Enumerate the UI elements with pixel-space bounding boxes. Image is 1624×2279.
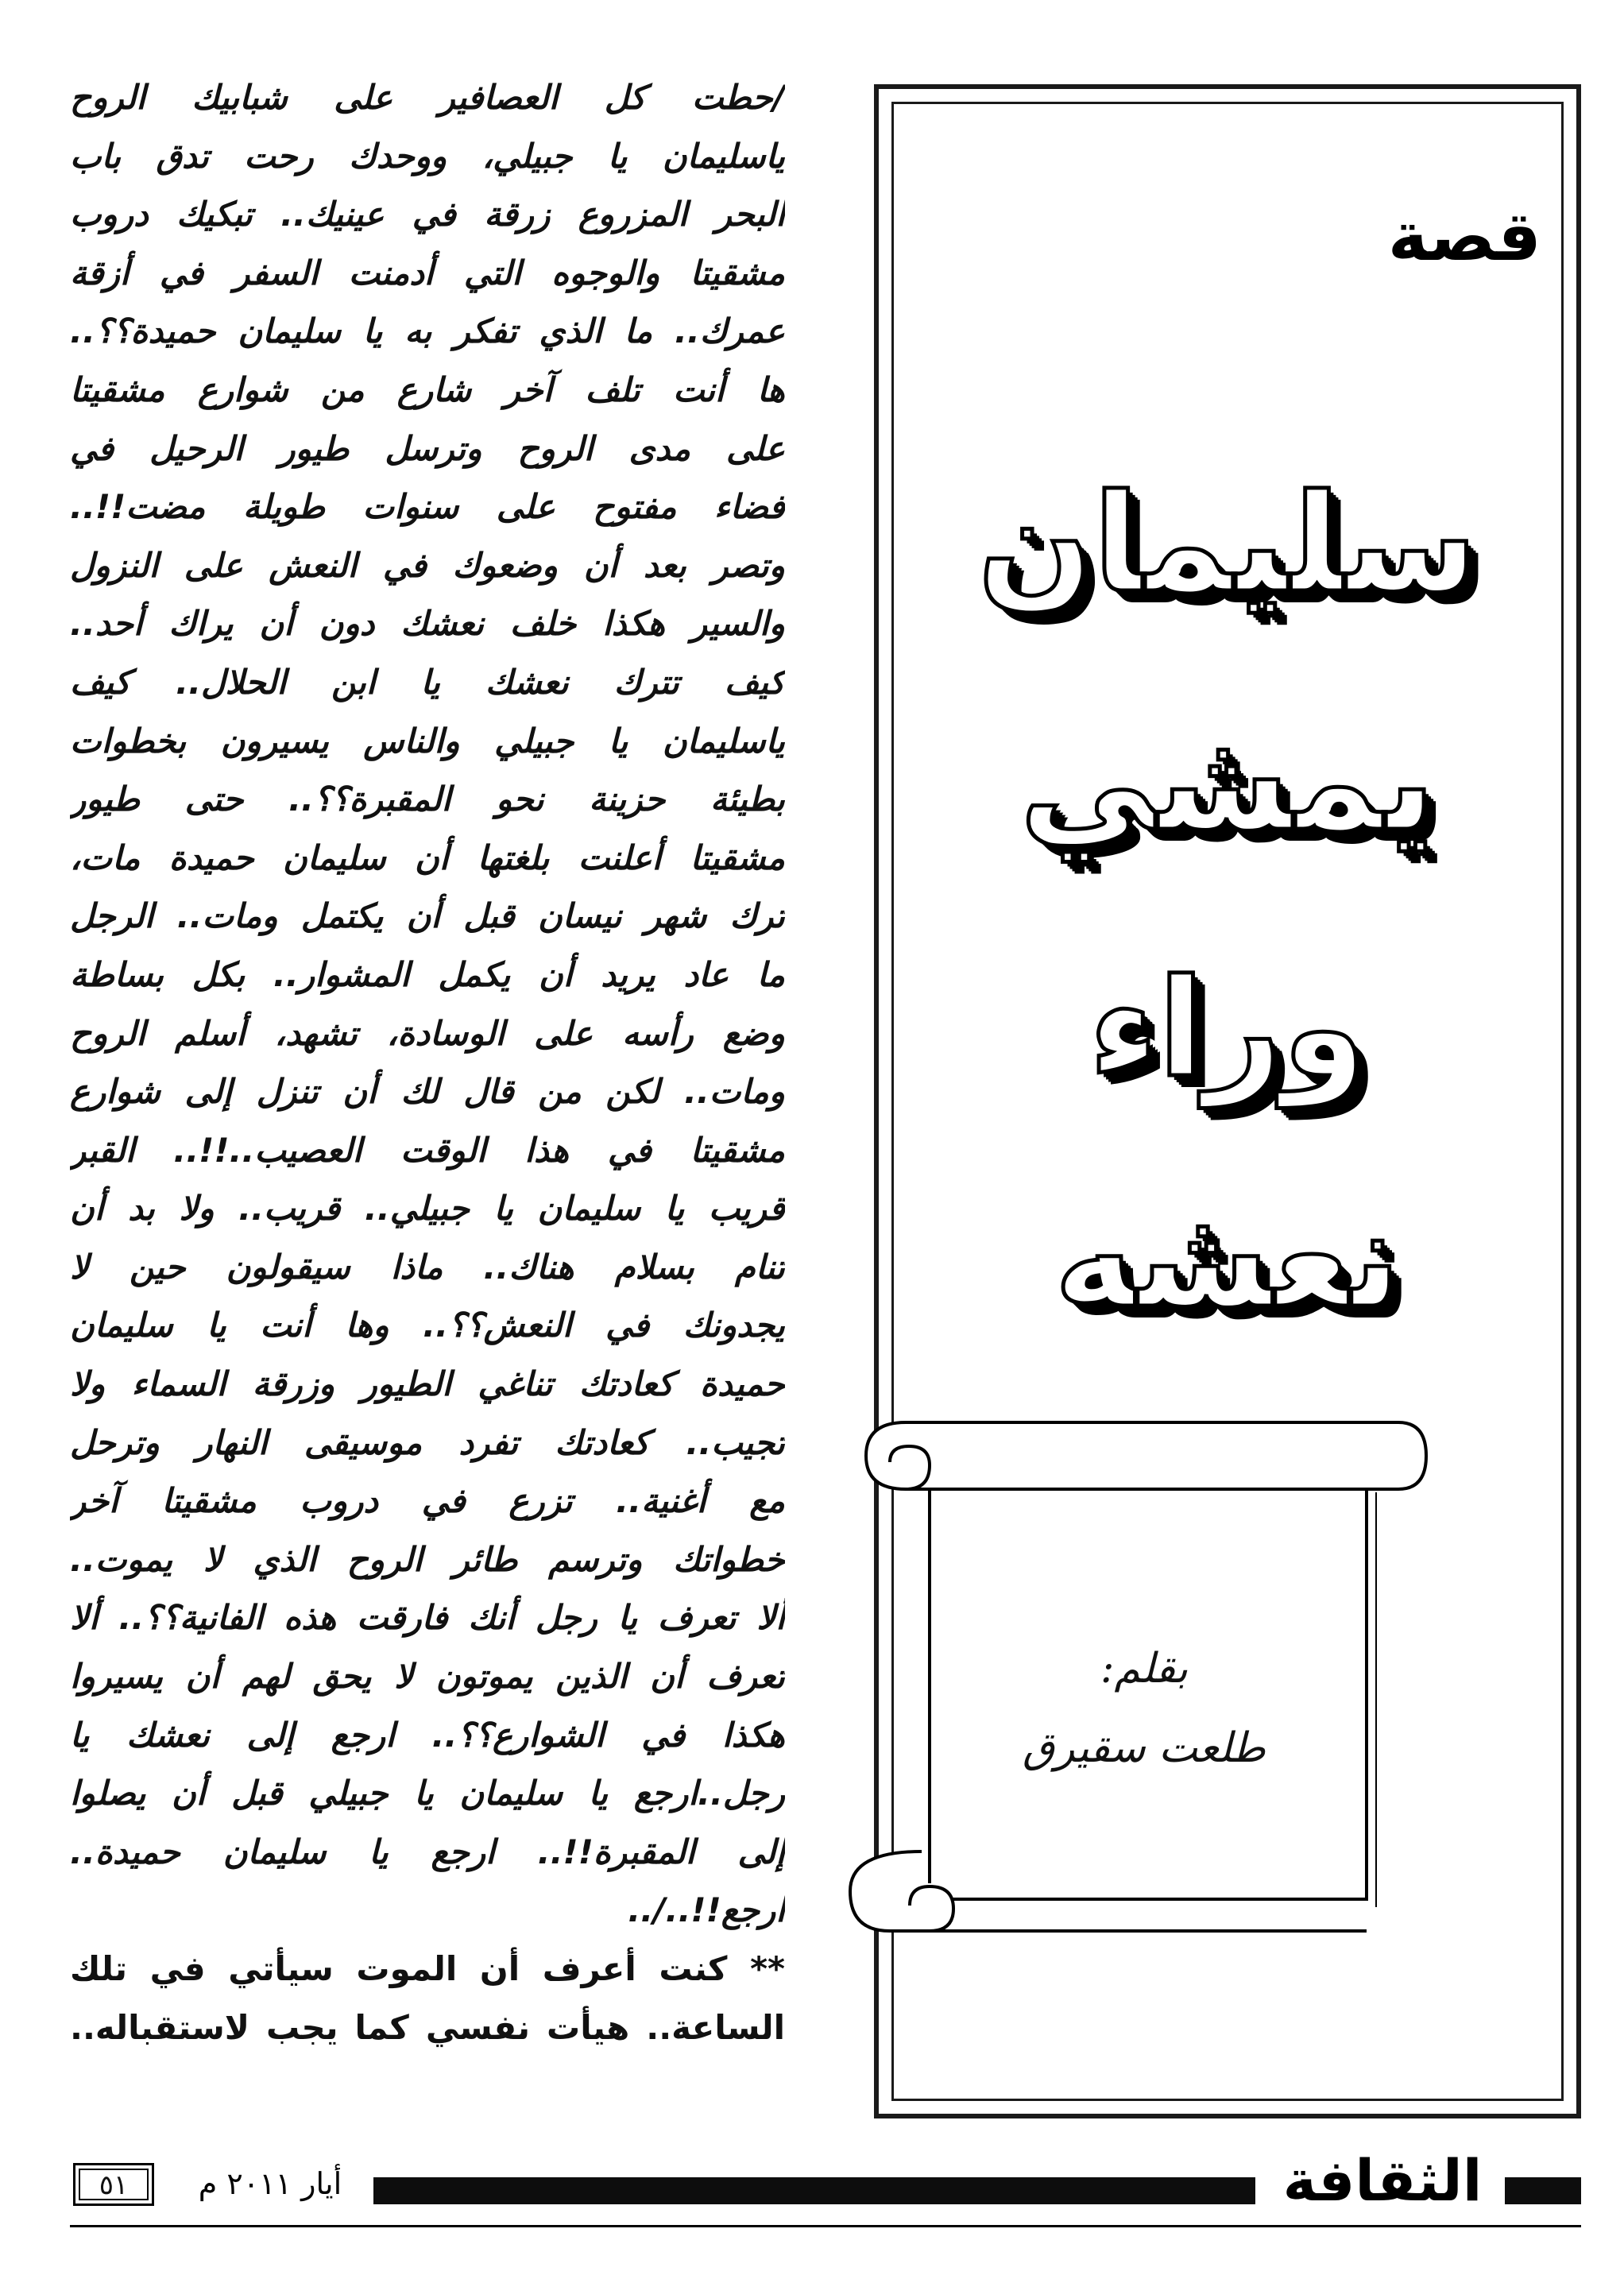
- text-line: تعرف أن الذين يموتون لا يحق لهم أن يسيروا: [70, 1657, 785, 1697]
- text-line: وضع رأسه على الوسادة، تشهد، أسلم الروح: [70, 1013, 785, 1053]
- closing-line: ** كنت أعرف أن الموت سيأتي في تلك: [70, 1949, 785, 1988]
- text-line: مشقيتا والوجوه التي أدمنت السفر في أزقة: [70, 253, 785, 292]
- text-line: ياسليمان يا جبيلي، ووحدك رحت تدق باب: [70, 136, 785, 176]
- text-line: فضاء مفتوح على سنوات طويلة مضت!!..: [70, 487, 785, 527]
- title-word-2: يمشي: [1019, 704, 1436, 861]
- text-line: تجيب.. كعادتك تفرد موسيقى النهار وترحل: [70, 1422, 785, 1462]
- text-line: مشقيتا في هذا الوقت العصيب..!!.. القبر: [70, 1130, 785, 1170]
- text-line: عمرك.. ما الذي تفكر به يا سليمان حميدة؟؟..: [70, 311, 785, 351]
- text-line: قريب يا سليمان يا جبيلي.. قريب.. ولا بد أن: [70, 1189, 785, 1228]
- text-line: إلى المقبرة!!.. ارجع يا سليمان حميدة..: [70, 1832, 785, 1871]
- closing-line: الساعة.. هيأت نفسي كما يجب لاستقباله..: [70, 2007, 785, 2047]
- text-line: حميدة كعادتك تناغي الطيور وزرقة السماء ولا: [70, 1364, 785, 1404]
- text-line: /حطت كل العصافير على شبابيك الروح: [70, 78, 785, 117]
- text-line: وتصر بعد أن وضعوك في النعش على النزول: [70, 545, 785, 585]
- issue-date: أيار ٢٠١١ م: [198, 2166, 342, 2201]
- footer-bar-right: [1505, 2177, 1581, 2204]
- text-line: تنام بسلام هناك.. ماذا سيقولون حين لا: [70, 1247, 785, 1287]
- text-line: ألا تعرف يا رجل أنك فارقت هذه الفانية؟؟.. ألا: [70, 1598, 785, 1638]
- page-number-box: [73, 2163, 154, 2206]
- text-line: ها أنت تلف آخر شارع من شوارع مشقيتا: [70, 370, 785, 409]
- author-name: طلعت سقيرق: [1023, 1724, 1266, 1772]
- text-line: كيف تترك نعشك يا ابن الحلال.. كيف: [70, 662, 785, 702]
- text-line: هكذا في الشوارع؟؟.. ارجع إلى نعشك يا: [70, 1715, 785, 1755]
- scroll-illustration: [810, 1406, 1430, 1979]
- title-word-1: سليمان: [977, 466, 1478, 623]
- text-line: مع أغنية.. تزرع في دروب مشقيتا آخر: [70, 1481, 785, 1521]
- text-line: والسير هكذا خلف نعشك دون أن يراك أحد..: [70, 604, 785, 644]
- text-line: رجل..ارجع يا سليمان يا جبيلي قبل أن يصلوا: [70, 1774, 785, 1813]
- story-label: قصة: [1387, 197, 1541, 277]
- text-line: ومات.. لكن من قال لك أن تنزل إلى شوارع: [70, 1072, 785, 1112]
- footer-rule: [70, 2225, 1581, 2227]
- text-line: ما عاد يريد أن يكمل المشوار.. بكل بساطة: [70, 954, 785, 994]
- title-word-3: وراء: [1088, 950, 1367, 1108]
- magazine-logo: الثقافة: [1282, 2147, 1483, 2214]
- page-number: ٥١: [79, 2169, 149, 2200]
- title-word-4: نعشه: [1054, 1181, 1401, 1338]
- text-line: على مدى الروح وترسل طيور الرحيل في: [70, 428, 785, 468]
- byline-label: بقلم:: [1100, 1645, 1189, 1693]
- text-line: البحر المزروع زرقة في عينيك.. تبكيك دروب: [70, 195, 785, 234]
- text-line: ترك شهر نيسان قبل أن يكتمل ومات.. الرجل: [70, 896, 785, 936]
- text-line: مشقيتا أعلنت بلغتها أن سليمان حميدة مات،: [70, 838, 785, 877]
- text-line: خطواتك وترسم طائر الروح الذي لا يموت..: [70, 1539, 785, 1579]
- text-line: يجدونك في النعش؟؟.. وها أنت يا سليمان: [70, 1306, 785, 1345]
- text-line: ارجع!!../..: [628, 1890, 785, 1930]
- story-text-column: [70, 68, 785, 2057]
- text-line: ياسليمان يا جبيلي والناس يسيرون بخطوات: [70, 721, 785, 760]
- text-line: بطيئة حزينة نحو المقبرة؟؟.. حتى طيور: [70, 780, 785, 819]
- footer-bar: [373, 2177, 1255, 2204]
